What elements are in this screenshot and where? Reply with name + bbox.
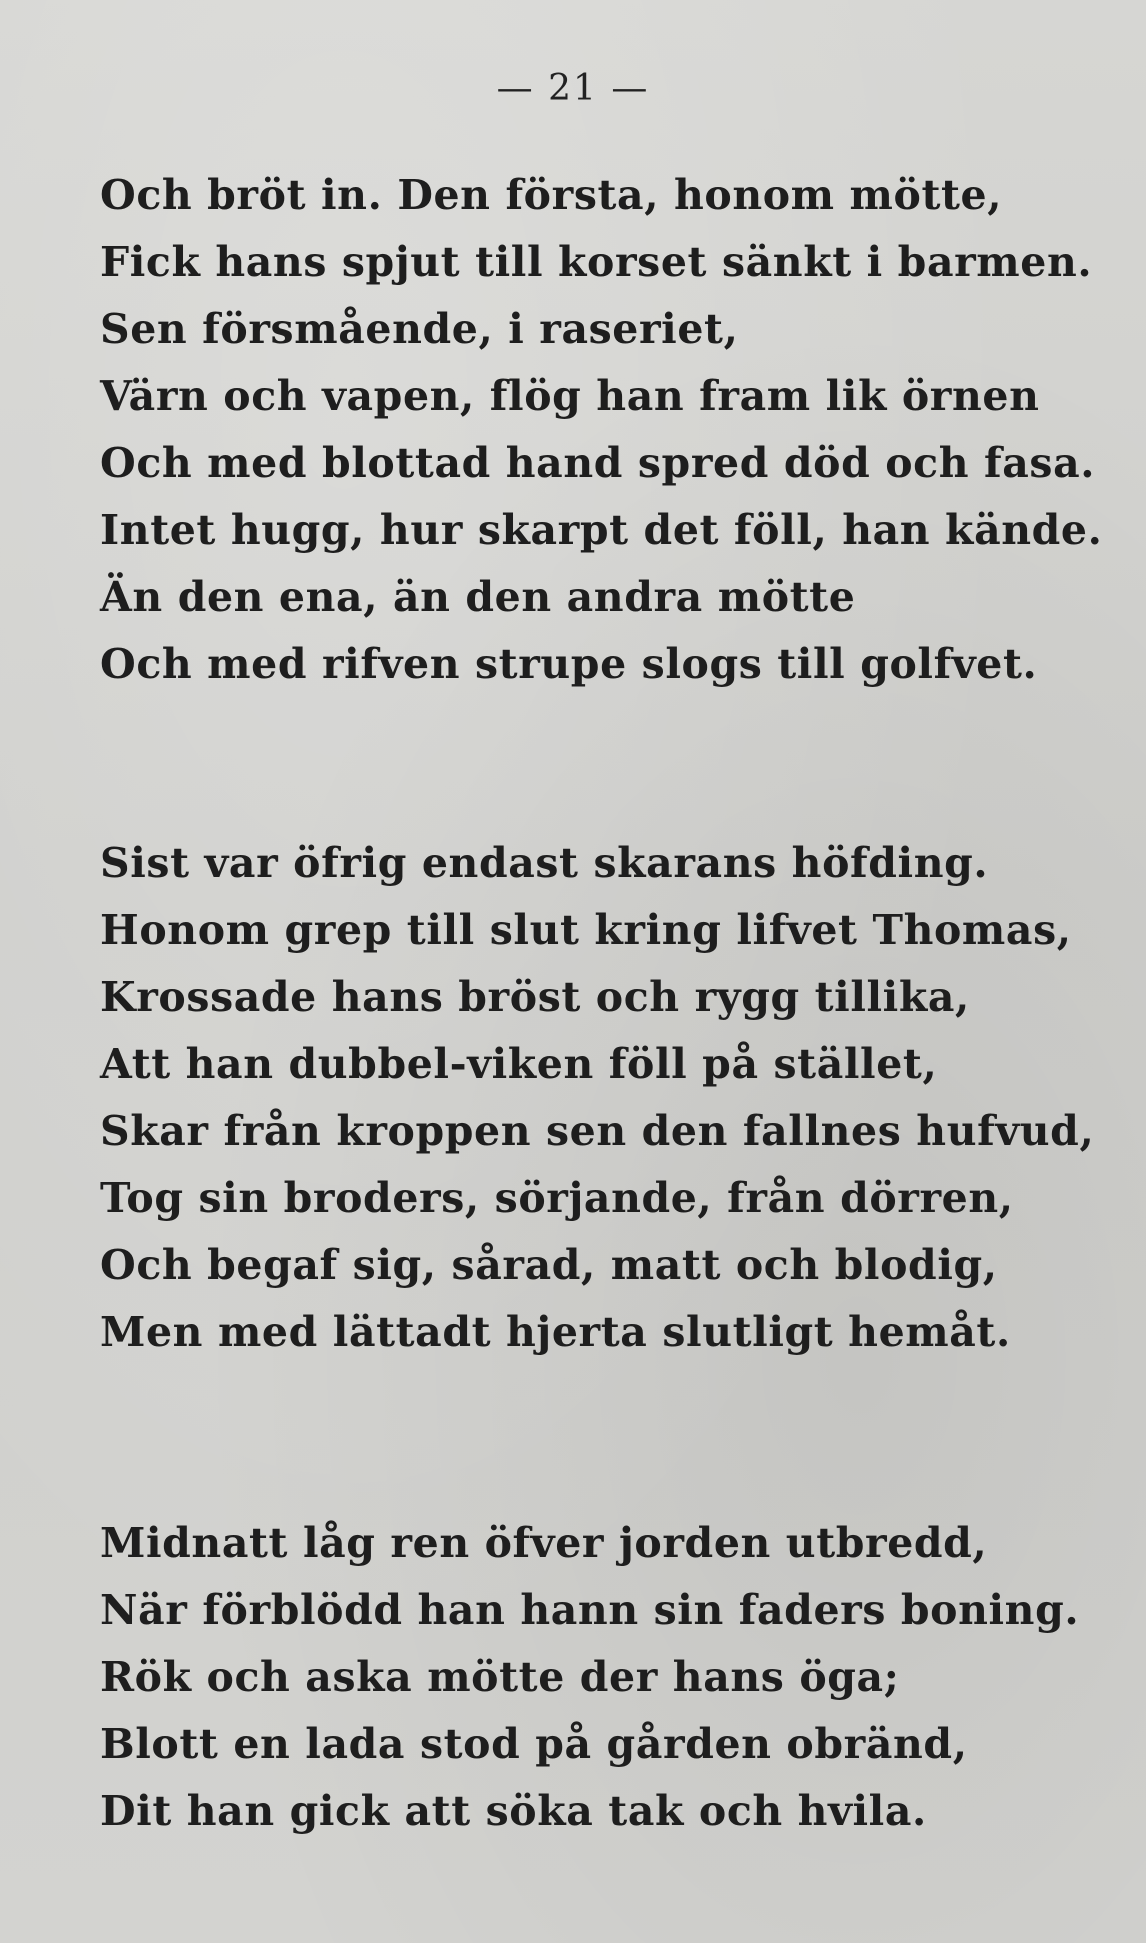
verse-line: Och begaf sig, sårad, matt och blodig, bbox=[100, 1241, 998, 1289]
verse-line: Krossade hans bröst och rygg tillika, bbox=[100, 973, 970, 1021]
verse-line: Rök och aska mötte der hans öga; bbox=[100, 1653, 900, 1701]
page-number: — 21 — bbox=[496, 68, 650, 109]
verse-line: Men med lättadt hjerta slutligt hemåt. bbox=[100, 1308, 1011, 1356]
verse-line: Blott en lada stod på gården obränd, bbox=[100, 1720, 968, 1768]
stanza-2 bbox=[100, 830, 1100, 1366]
stanza-3 bbox=[100, 1510, 1100, 1845]
verse-line: Dit han gick att söka tak och hvila. bbox=[100, 1787, 927, 1835]
stanza-1 bbox=[100, 162, 1103, 698]
verse-line: Värn och vapen, flög han fram lik örnen bbox=[100, 372, 1040, 420]
verse-line: Tog sin broders, sörjande, från dörren, bbox=[100, 1174, 1014, 1222]
verse-line: När förblödd han hann sin faders boning. bbox=[100, 1586, 1080, 1634]
verse-line: Midnatt låg ren öfver jorden utbredd, bbox=[100, 1519, 988, 1567]
verse-line: Honom grep till slut kring lifvet Thomas, bbox=[100, 906, 1072, 954]
verse-line: Sen försmående, i raseriet, bbox=[100, 305, 739, 353]
verse-line: Intet hugg, hur skarpt det föll, han kände. bbox=[100, 506, 1103, 554]
verse-line: Att han dubbel-viken föll på stället, bbox=[100, 1040, 938, 1088]
verse-line: Än den ena, än den andra mötte bbox=[100, 573, 856, 621]
verse-line: Och bröt in. Den första, honom mötte, bbox=[100, 171, 1003, 219]
verse-line: Och med blottad hand spred död och fasa. bbox=[100, 439, 1096, 487]
verse-line: Skar från kroppen sen den fallnes hufvud, bbox=[100, 1107, 1095, 1155]
verse-line: Fick hans spjut till korset sänkt i barmen. bbox=[100, 238, 1093, 286]
verse-line: Och med rifven strupe slogs till golfvet. bbox=[100, 640, 1038, 688]
verse-line: Sist var öfrig endast skarans höfding. bbox=[100, 839, 989, 887]
